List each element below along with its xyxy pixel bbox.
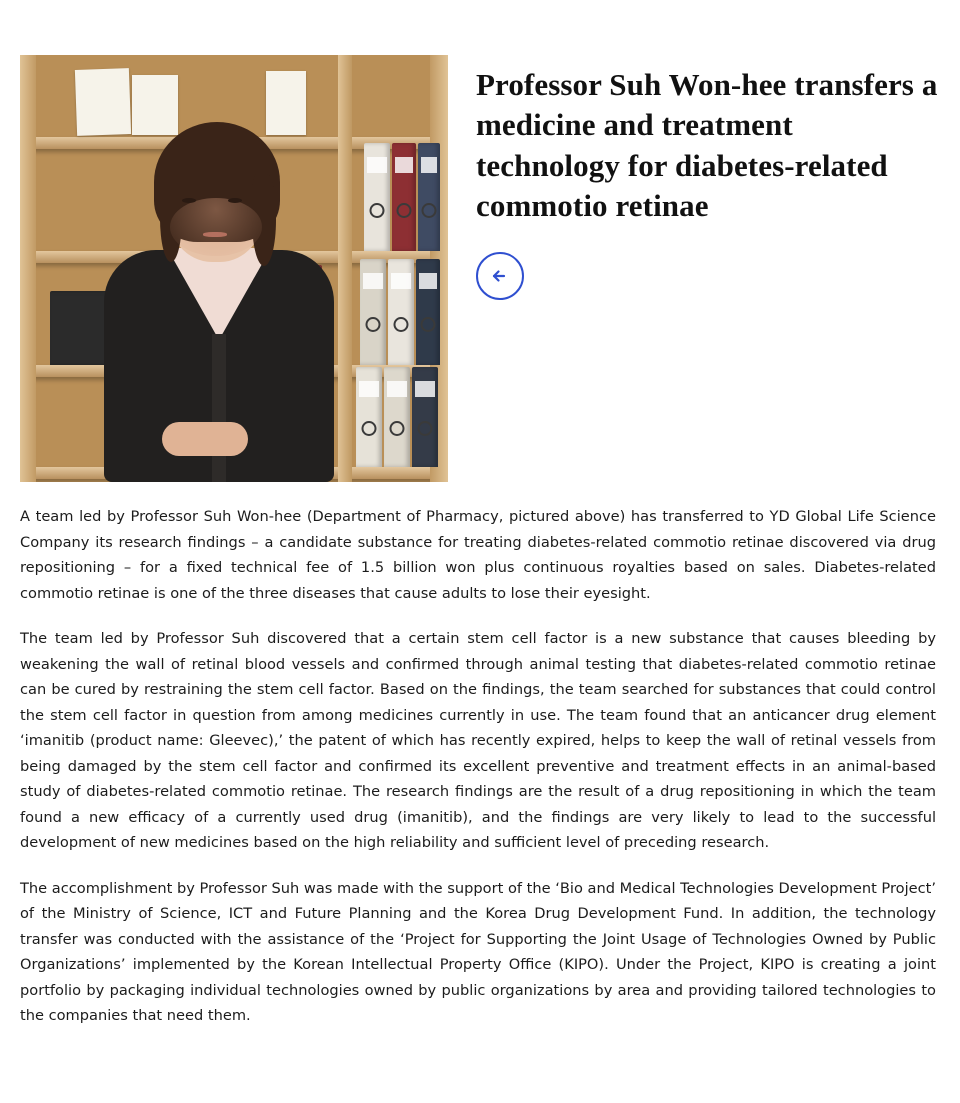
article-photo	[20, 55, 448, 482]
back-button[interactable]	[476, 252, 524, 300]
article-header	[20, 0, 940, 482]
article-paragraph: A team led by Professor Suh Won-hee (Department of Pharmacy, pictured above) has transferred to YD Global Life Science Company its research findings – a candidate substance for treating diabetes-related commotio retinae discovered via drug repositioning – for a fixed technical fee of 1.5 billion won plus continuous royalties based on sales. Diabetes-related commotio retinae is one of the three diseases that cause adults to lose their eyesight.	[20, 508, 936, 602]
bookshelf-illustration	[20, 55, 448, 482]
title-column	[448, 55, 940, 300]
person-illustration	[70, 102, 370, 482]
article-paragraph: The accomplishment by Professor Suh was made with the support of the ‘Bio and Medical Technologies Development Project’ of the Ministry of Science, ICT and Future Planning and the Korea Drug Development Fund. In addition, the technology transfer was conducted with the assistance of the ‘Project for Supporting the Joint Usage of Technologies Owned by Public Organizations’ implemented by the Korean Intellectual Property Office (KIPO). Under the Project, KIPO is creating a joint portfolio by packaging individual technologies owned by public organizations by area and providing tailored technologies to the companies that need them.	[20, 879, 936, 1024]
arrow-left-icon	[487, 263, 513, 289]
article-body	[20, 482, 940, 1029]
page-title: Professor Suh Won-hee transfers a medicine and treatment technology for diabetes-related commotio retinae	[476, 67, 938, 223]
article-paragraph: The team led by Professor Suh discovered that a certain stem cell factor is a new substance that causes bleeding by weakening the wall of retinal blood vessels and confirmed through animal testing that diabetes-related commotio retinae can be cured by restraining the stem cell factor. Based on the findings, the team searched for substances that could control the stem cell factor in question from among medicines currently in use. The team found that an anticancer drug element ‘imanitib (product name: Gleevec),’ the patent of which has recently expired, helps to keep the wall of retinal vessels from being damaged by the stem cell factor and confirmed its excellent preventive and treatment effects in an animal-based study of diabetes-related commotio retinae. The research findings are the result of a drug repositioning in which the team found a new efficacy of a currently used drug (imanitib), and the findings are very likely to lead to the successful development of new medicines based on the high reliability and sufficient level of preceding research.	[20, 630, 936, 851]
